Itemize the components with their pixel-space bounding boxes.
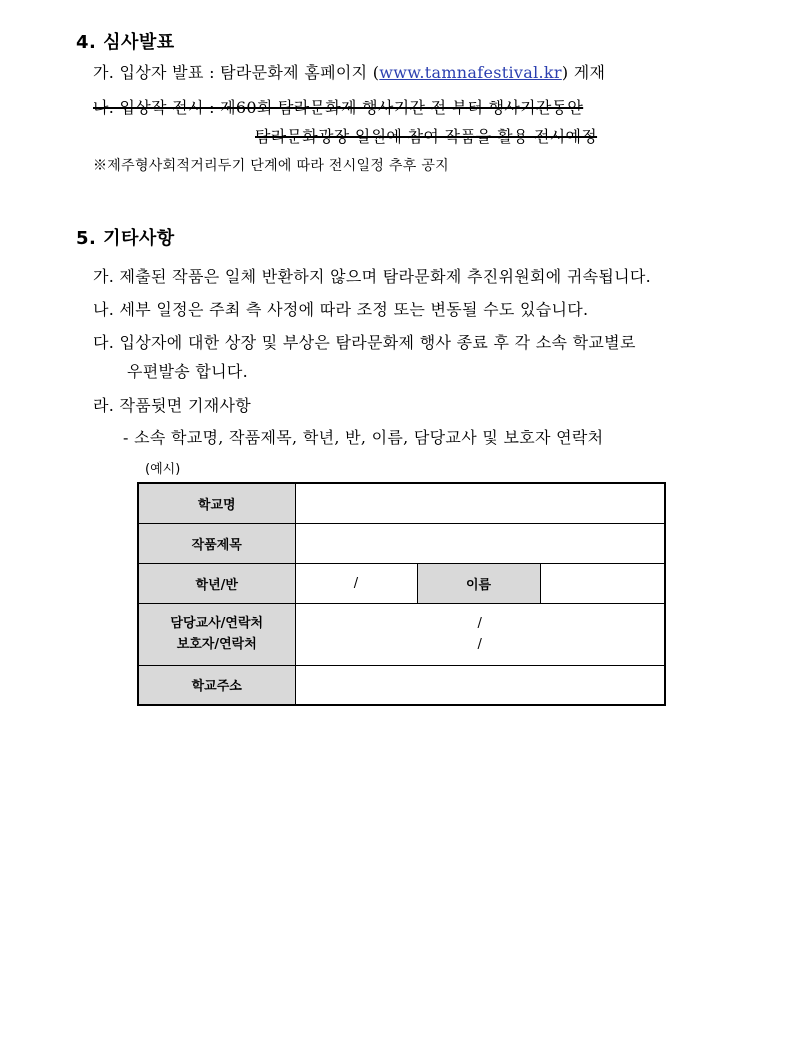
guardian-contact-field[interactable]: / xyxy=(477,637,482,652)
section-5-item-ga: 가. 제출된 작품은 일체 반환하지 않으며 탐라문화제 추진위원회에 귀속됩니다. xyxy=(93,267,652,286)
school-address-label: 학교주소 xyxy=(138,665,295,705)
school-name-label: 학교명 xyxy=(138,483,295,523)
contact-fields[interactable] xyxy=(295,603,665,665)
school-address-field[interactable] xyxy=(295,665,665,705)
table-row xyxy=(138,483,665,523)
artwork-back-label-table xyxy=(137,482,666,706)
table-row xyxy=(138,603,665,665)
student-name-label: 이름 xyxy=(417,563,540,603)
section-5-item-da-line2: 우편발송 합니다. xyxy=(127,362,249,381)
table-row xyxy=(138,563,665,603)
item-ga-prefix: 가. 입상자 발표 : 탐라문화제 홈페이지 ( xyxy=(93,63,380,82)
section-5-item-ra-sub: - 소속 학교명, 작품제목, 학년, 반, 이름, 담당교사 및 보호자 연락처 xyxy=(123,428,604,447)
grade-class-field[interactable]: / xyxy=(295,563,417,603)
contact-labels xyxy=(138,603,295,665)
example-label: (예시) xyxy=(145,462,181,477)
guardian-contact-label: 보호자/연락처 xyxy=(176,637,257,652)
section-5-item-da-line1: 다. 입상자에 대한 상장 및 부상은 탐라문화제 행사 종료 후 각 소속 학교별로 xyxy=(93,333,636,352)
item-ga-suffix: ) 게재 xyxy=(561,63,606,82)
school-name-field[interactable] xyxy=(295,483,665,523)
section-5-item-na: 나. 세부 일정은 주최 측 사정에 따라 조정 또는 변동될 수도 있습니다. xyxy=(93,300,589,319)
teacher-contact-field[interactable]: / xyxy=(477,616,482,631)
section-4-item-ga xyxy=(93,60,605,83)
section-4-heading: 4. 심사발표 xyxy=(76,32,175,53)
artwork-title-field[interactable] xyxy=(295,523,665,563)
student-name-field[interactable] xyxy=(540,563,665,603)
table-row xyxy=(138,523,665,563)
section-4-note: ※제주형사회적거리두기 단계에 따라 전시일정 추후 공지 xyxy=(93,158,450,174)
section-4-item-na-line2: 탐라문화광장 일원에 참여 작품을 활용 전시예정 xyxy=(255,127,598,146)
festival-homepage-link[interactable]: www.tamnafestival.kr xyxy=(379,63,562,82)
table-row xyxy=(138,665,665,705)
section-5-heading: 5. 기타사항 xyxy=(76,228,175,249)
grade-class-label: 학년/반 xyxy=(138,563,295,603)
artwork-title-label: 작품제목 xyxy=(138,523,295,563)
section-5-item-ra: 라. 작품뒷면 기재사항 xyxy=(93,396,251,415)
teacher-contact-label: 담당교사/연락처 xyxy=(170,616,264,631)
section-4-item-na-line1: 나. 입상작 전시 : 제60회 탐라문화제 행사기간 전 부터 행사기간동안 xyxy=(93,98,584,117)
